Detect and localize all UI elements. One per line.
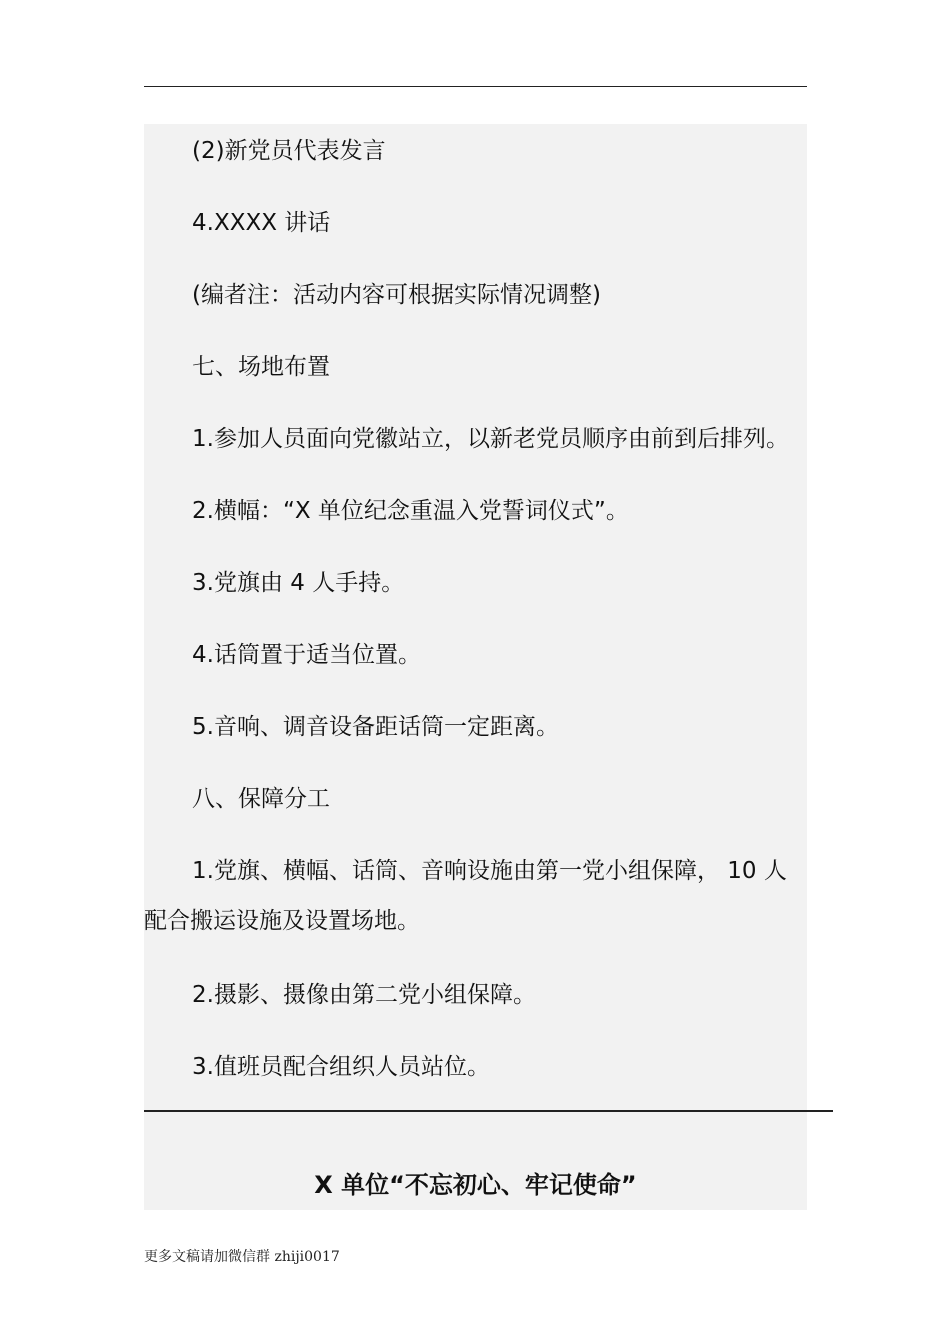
section-heading-venue: 七、场地布置 [192, 354, 330, 380]
paragraph-venue-item-2: 2.横幅：“X 单位纪念重温入党誓词仪式”。 [192, 498, 629, 524]
paragraph-support-item-2: 2.摄影、摄像由第二党小组保障。 [192, 982, 536, 1008]
header-divider [144, 86, 807, 87]
document-body [144, 124, 807, 1210]
paragraph-support-item-1: 1.党旗、横幅、话筒、音响设施由第一党小组保障， 10 人配合搬运设施及设置场地。 [144, 858, 787, 934]
next-section-title: X 单位“不忘初心、牢记使命” [314, 1171, 637, 1199]
paragraph-venue-item-3: 3.党旗由 4 人手持。 [192, 570, 405, 596]
section-heading-support: 八、保障分工 [192, 786, 330, 812]
paragraph-venue-item-1: 1.参加人员面向党徽站立，以新老党员顺序由前到后排列。 [192, 426, 789, 452]
paragraph-editor-note: (编者注：活动内容可根据实际情况调整) [192, 282, 601, 308]
paragraph-support-item-3: 3.值班员配合组织人员站位。 [192, 1054, 490, 1080]
paragraph-venue-item-5: 5.音响、调音设备距话筒一定距离。 [192, 714, 559, 740]
footer-note: 更多文稿请加微信群 zhiji0017 [144, 1249, 340, 1265]
paragraph-leader-speech: 4.XXXX 讲话 [192, 210, 331, 236]
paragraph-speech-new-member: (2)新党员代表发言 [192, 138, 386, 164]
paragraph-venue-item-4: 4.话筒置于适当位置。 [192, 642, 421, 668]
section-divider [144, 1110, 833, 1112]
